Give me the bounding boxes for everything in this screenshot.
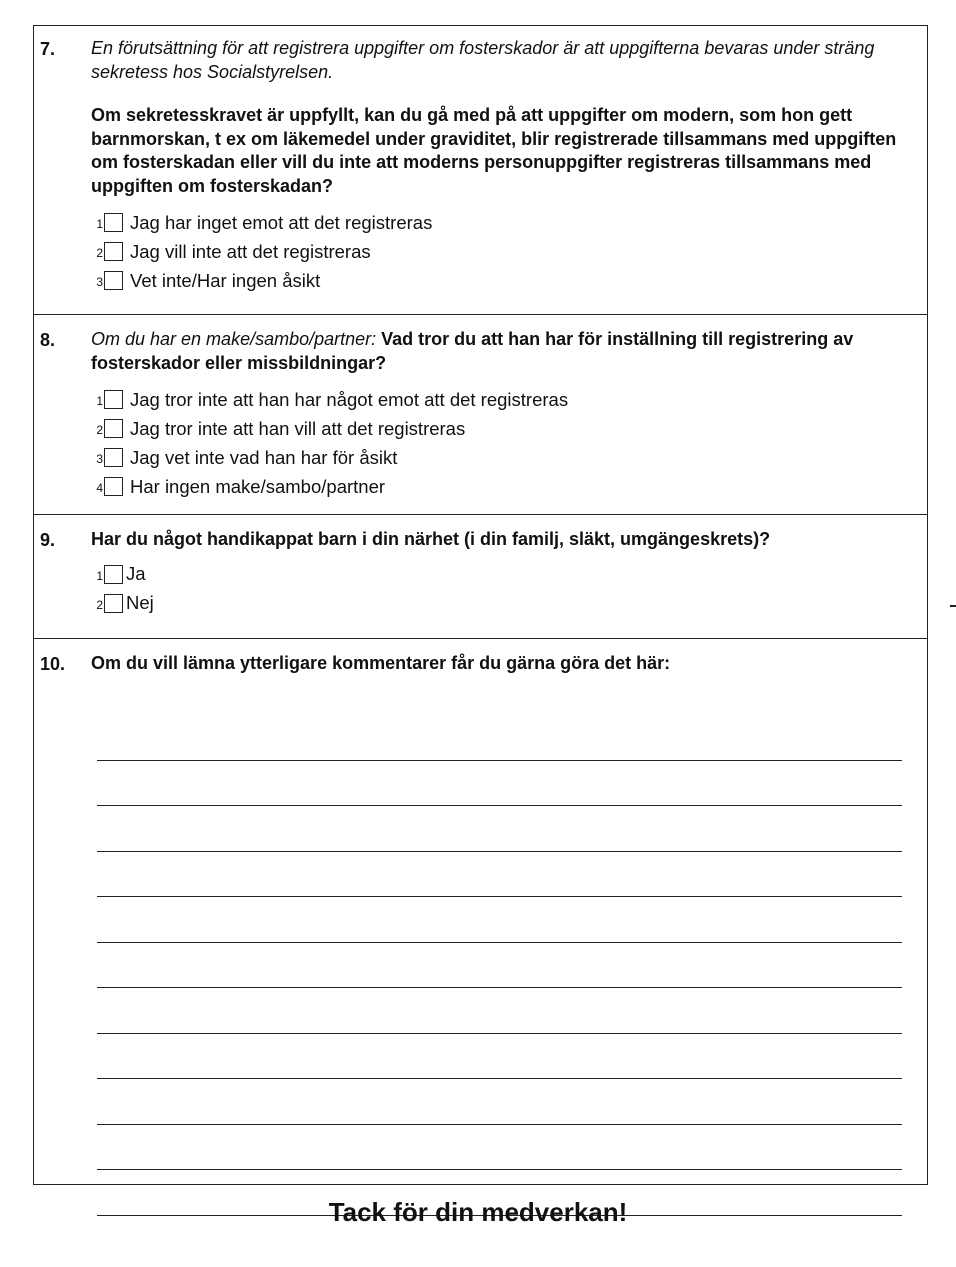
option-number: 1 bbox=[96, 568, 103, 583]
comment-line[interactable] bbox=[97, 1034, 902, 1080]
question-number: 8. bbox=[40, 330, 56, 350]
comment-line[interactable] bbox=[97, 715, 902, 761]
comment-line[interactable] bbox=[97, 806, 902, 852]
comment-line[interactable] bbox=[97, 943, 902, 989]
question-body bbox=[91, 652, 907, 676]
checkbox[interactable] bbox=[104, 271, 123, 290]
options bbox=[91, 385, 907, 501]
comment-line[interactable] bbox=[97, 1079, 902, 1125]
option-label: Jag har inget emot att det registreras bbox=[130, 211, 433, 233]
thank-you-text: Tack för din medverkan! bbox=[328, 1197, 628, 1227]
comment-line[interactable] bbox=[97, 897, 902, 943]
option-number: 4 bbox=[96, 481, 103, 496]
checkbox[interactable] bbox=[104, 242, 123, 261]
question-number: 7. bbox=[40, 39, 56, 59]
option-label: Jag tror inte att han vill att det registreras bbox=[130, 417, 466, 439]
option-label: Nej bbox=[126, 592, 154, 614]
page-edge-mark bbox=[950, 605, 956, 607]
option-number: 2 bbox=[96, 423, 103, 438]
question-9 bbox=[34, 514, 927, 638]
question-10 bbox=[34, 638, 927, 1184]
option-number: 3 bbox=[96, 275, 103, 290]
option-number: 3 bbox=[96, 452, 103, 467]
question-7 bbox=[34, 26, 927, 314]
checkbox[interactable] bbox=[104, 213, 123, 232]
option-3[interactable] bbox=[91, 443, 907, 472]
option-label: Jag tror inte att han har något emot att det registreras bbox=[130, 388, 569, 410]
options bbox=[91, 560, 907, 618]
checkbox[interactable] bbox=[104, 594, 123, 613]
option-2[interactable] bbox=[91, 414, 907, 443]
question-text: Om sekretesskravet är uppfyllt, kan du gå med på att uppgifter om modern, som hon gett barnmorskan, t ex om läkemedel under graviditet, blir registrerade tillsammans med uppgiften om fosterskadan eller vill du inte att moderns personuppgifter registreras tillsammans med uppgiften om fosterskadan? bbox=[91, 105, 897, 196]
question-text: Har du något handikappat barn i din närhet (i din familj, släkt, umgängeskrets)? bbox=[91, 529, 771, 549]
options bbox=[91, 208, 907, 295]
questionnaire-form bbox=[33, 25, 928, 1185]
option-label: Ja bbox=[126, 563, 146, 585]
option-1[interactable] bbox=[91, 560, 907, 589]
question-8 bbox=[34, 314, 927, 514]
option-number: 1 bbox=[96, 394, 103, 409]
option-label: Jag vet inte vad han har för åsikt bbox=[130, 446, 398, 468]
option-number: 2 bbox=[96, 246, 103, 261]
question-text: Om du vill lämna ytterligare kommentarer får du gärna göra det här: bbox=[91, 653, 671, 673]
comment-line[interactable] bbox=[97, 1125, 902, 1171]
comment-line[interactable] bbox=[97, 988, 902, 1034]
question-number: 10. bbox=[40, 654, 66, 674]
question-text: Vad tror du att han har för inställning till registrering av fosterskador eller missbildningar? bbox=[91, 329, 854, 373]
option-label: Vet inte/Har ingen åsikt bbox=[130, 269, 321, 291]
option-2[interactable] bbox=[91, 237, 907, 266]
question-body bbox=[91, 528, 907, 618]
question-body bbox=[91, 328, 907, 501]
option-4[interactable] bbox=[91, 472, 907, 501]
question-intro: En förutsättning för att registrera uppgifter om fosterskador är att uppgifterna bevaras under sträng sekretess hos Socialstyrelsen. bbox=[91, 38, 875, 82]
checkbox[interactable] bbox=[104, 419, 123, 438]
checkbox[interactable] bbox=[104, 565, 123, 584]
option-number: 1 bbox=[96, 217, 103, 232]
option-1[interactable] bbox=[91, 208, 907, 237]
comment-line[interactable] bbox=[97, 761, 902, 807]
option-number: 2 bbox=[96, 597, 103, 612]
question-text-wrapper bbox=[91, 328, 907, 375]
comment-area[interactable] bbox=[97, 715, 902, 1216]
option-1[interactable] bbox=[91, 385, 907, 414]
option-3[interactable] bbox=[91, 266, 907, 295]
checkbox[interactable] bbox=[104, 477, 123, 496]
option-2[interactable] bbox=[91, 589, 907, 618]
question-body bbox=[91, 37, 907, 295]
checkbox[interactable] bbox=[104, 448, 123, 467]
question-number: 9. bbox=[40, 530, 56, 550]
option-label: Jag vill inte att det registreras bbox=[130, 240, 371, 262]
question-intro: Om du har en make/sambo/partner: bbox=[91, 329, 377, 349]
checkbox[interactable] bbox=[104, 390, 123, 409]
option-label: Har ingen make/sambo/partner bbox=[130, 475, 386, 497]
comment-line[interactable] bbox=[97, 852, 902, 898]
